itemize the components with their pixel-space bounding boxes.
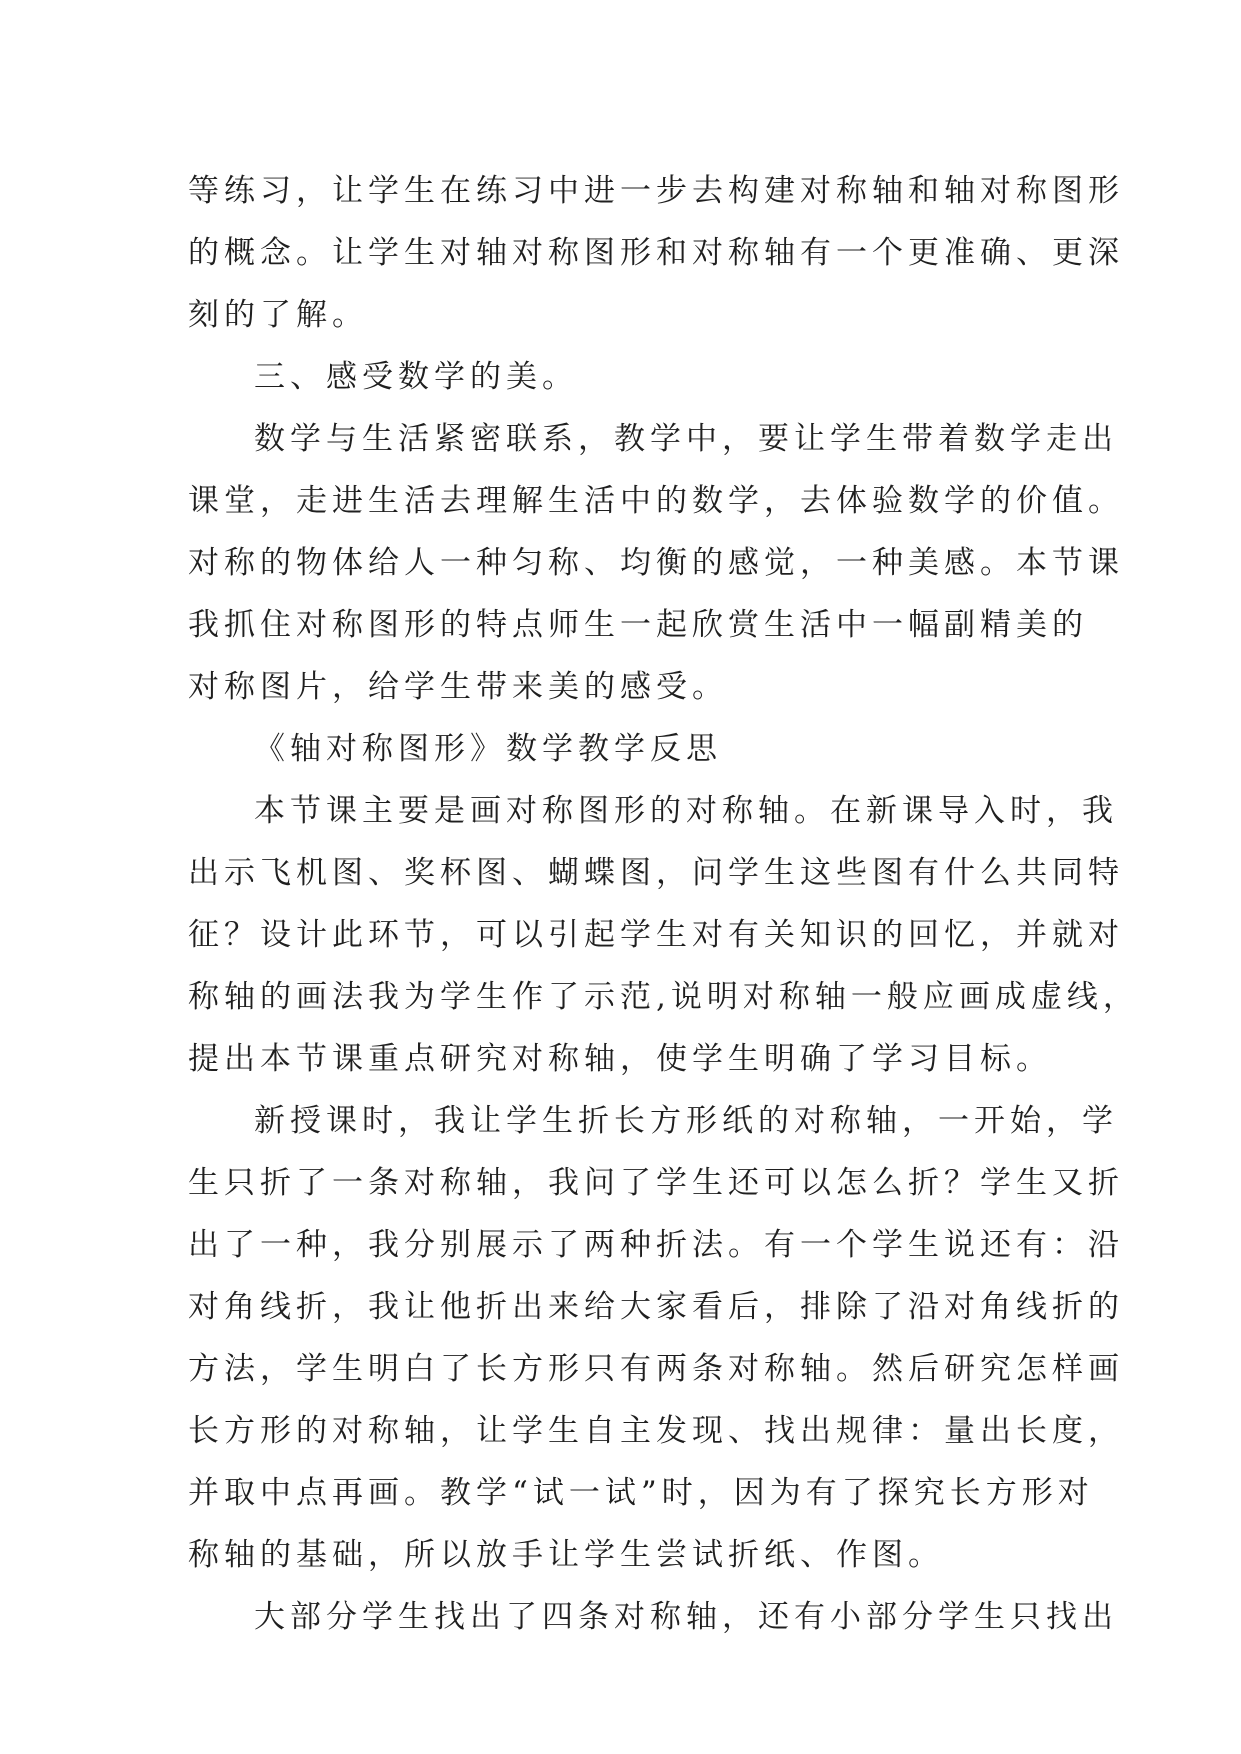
text-line: 方法，学生明白了长方形只有两条对称轴。然后研究怎样画 [188,1351,1124,1387]
text-line: 课堂，走进生活去理解生活中的数学，去体验数学的价值。 [188,483,1124,519]
text-line: 并取中点再画。教学“试一试”时，因为有了探究长方形对 [188,1475,1094,1511]
text-line: 刻的了解。 [188,297,368,333]
text-line: 对称的物体给人一种匀称、均衡的感觉，一种美感。本节课 [188,545,1124,581]
text-line: 我抓住对称图形的特点师生一起欣赏生活中一幅副精美的 [188,607,1088,643]
text-line: 提出本节课重点研究对称轴，使学生明确了学习目标。 [188,1041,1052,1077]
text-line: 本节课主要是画对称图形的对称轴。在新课导入时，我 [254,793,1118,829]
text-line: 出了一种，我分别展示了两种折法。有一个学生说还有：沿 [188,1227,1124,1263]
text-line: 生只折了一条对称轴，我问了学生还可以怎么折？学生又折 [188,1165,1124,1201]
text-line: 三、感受数学的美。 [254,359,578,395]
text-line: 对称图片，给学生带来美的感受。 [188,669,728,705]
text-line: 的概念。让学生对轴对称图形和对称轴有一个更准确、更深 [188,235,1124,271]
document-body [188,160,1139,1648]
text-line: 大部分学生找出了四条对称轴，还有小部分学生只找出 [254,1599,1118,1635]
text-line: 等练习，让学生在练习中进一步去构建对称轴和轴对称图形 [188,173,1124,209]
text-line: 《轴对称图形》数学教学反思 [254,731,722,767]
text-line: 新授课时，我让学生折长方形纸的对称轴，一开始，学 [254,1103,1118,1139]
text-line: 征？设计此环节，可以引起学生对有关知识的回忆，并就对 [188,917,1124,953]
text-line: 称轴的基础，所以放手让学生尝试折纸、作图。 [188,1537,944,1573]
text-line: 出示飞机图、奖杯图、蝴蝶图，问学生这些图有什么共同特 [188,855,1124,891]
text-line: 称轴的画法我为学生作了示范,说明对称轴一般应画成虚线， [188,979,1139,1015]
text-line: 对角线折，我让他折出来给大家看后，排除了沿对角线折的 [188,1289,1124,1325]
text-line: 数学与生活紧密联系，教学中，要让学生带着数学走出 [254,421,1118,457]
text-line: 长方形的对称轴，让学生自主发现、找出规律：量出长度， [188,1413,1124,1449]
